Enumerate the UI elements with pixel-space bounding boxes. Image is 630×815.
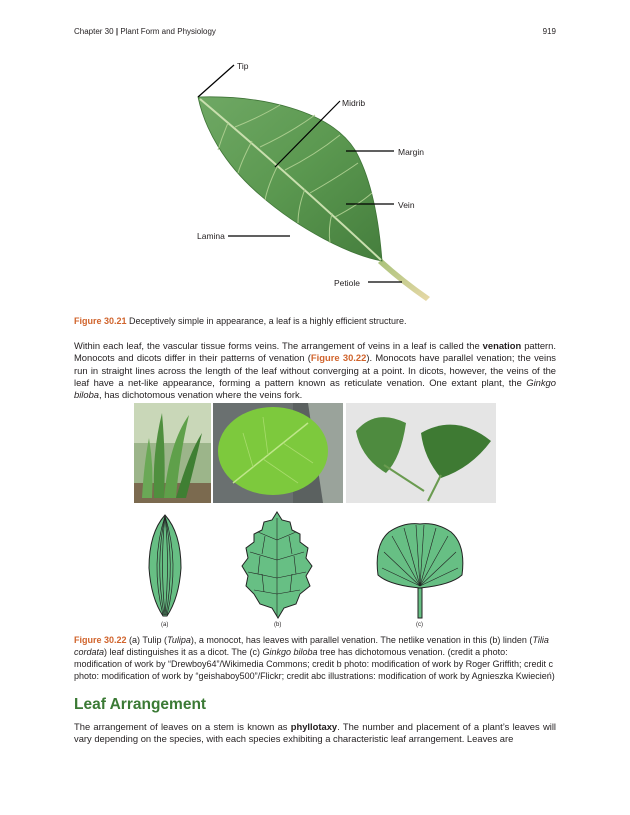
- sublabel-a: (a): [161, 622, 169, 628]
- netted-venation-illustration: [240, 510, 315, 620]
- term-phyllotaxy: phyllotaxy: [290, 721, 338, 732]
- caption-text: Deceptively simple in appearance, a leaf is a highly efficient structure.: [126, 316, 407, 326]
- figure-number: Figure 30.22: [74, 635, 127, 645]
- header-separator: |: [115, 27, 119, 36]
- text-span: , has dichotomous venation where the veins fork.: [99, 389, 303, 401]
- linden-leaf-photo: [213, 403, 343, 503]
- term-venation: venation: [482, 340, 522, 351]
- caption-text: ), a monocot, has leaves with parallel venation. The netlike venation in this (b) linden (: [190, 635, 533, 645]
- label-margin: Margin: [398, 147, 424, 157]
- figure-number: Figure 30.21: [74, 316, 127, 326]
- text-span: pattern. Monocots and dicots differ in their patterns of venation (: [74, 340, 556, 364]
- petiole-shape: [378, 259, 430, 301]
- caption-text: tree has dichotomous venation. (credit a photo: modification of work by “Drewboy64”/Wikimedia Commons; credit b photo: modification of work by Roger Griffith; credit c photo: modification of work by “geishaboy500”/Flickr; credit abc illustrations: modification of work by Agnieszka Kwiecień): [74, 647, 555, 681]
- text-span: Within each leaf, the vascular tissue forms veins. The arrangement of veins in a leaf is called the: [74, 340, 483, 351]
- figure-reference-link[interactable]: Figure 30.22: [310, 352, 367, 364]
- text-span: ). Monocots have parallel venation; the veins run in straight lines across the length of the leaf without converging at a point. In dicots, however, the veins of the leaf have a net-like appearance, forming a pattern known as reticulate venation. One extant plant, the: [74, 352, 556, 388]
- text-span: . The number and placement of a plant’s leaves will vary depending on the species, with each species exhibiting a characteristic leaf arrangement. Leaves are: [74, 721, 556, 745]
- caption-text: ) leaf distinguishes it as a dicot. The (c): [104, 647, 263, 657]
- figure-30-21-caption: [74, 315, 556, 327]
- sublabel-c: (c): [416, 622, 423, 628]
- sublabel-b: (b): [274, 622, 282, 628]
- caption-text: (a) Tulip (: [126, 635, 168, 645]
- ginkgo-leaves-photo: [346, 403, 496, 503]
- label-tip: Tip: [237, 61, 249, 71]
- species-name: Ginkgo biloba: [74, 376, 556, 401]
- page-number: 919: [542, 27, 556, 36]
- venation-paragraph: [74, 340, 556, 401]
- species-name: Tilia cordata: [74, 635, 549, 657]
- figure-30-22-caption: [74, 634, 556, 682]
- phyllotaxy-paragraph: [74, 721, 556, 746]
- leaf-anatomy-diagram: [150, 55, 450, 310]
- text-span: The arrangement of leaves on a stem is known as: [74, 721, 291, 732]
- label-petiole: Petiole: [334, 278, 360, 288]
- chapter-number: Chapter 30: [74, 27, 114, 36]
- label-lamina: Lamina: [197, 231, 225, 241]
- parallel-venation-illustration: [145, 513, 185, 618]
- species-name: Tulipa: [167, 635, 191, 645]
- running-header: [74, 27, 216, 36]
- chapter-title: Plant Form and Physiology: [120, 27, 216, 36]
- species-name: Ginkgo biloba: [262, 647, 318, 657]
- label-vein: Vein: [398, 200, 415, 210]
- dichotomous-venation-illustration: [374, 520, 466, 620]
- label-midrib: Midrib: [342, 98, 366, 108]
- tulip-photo: [134, 403, 211, 503]
- section-heading: Leaf Arrangement: [74, 696, 207, 713]
